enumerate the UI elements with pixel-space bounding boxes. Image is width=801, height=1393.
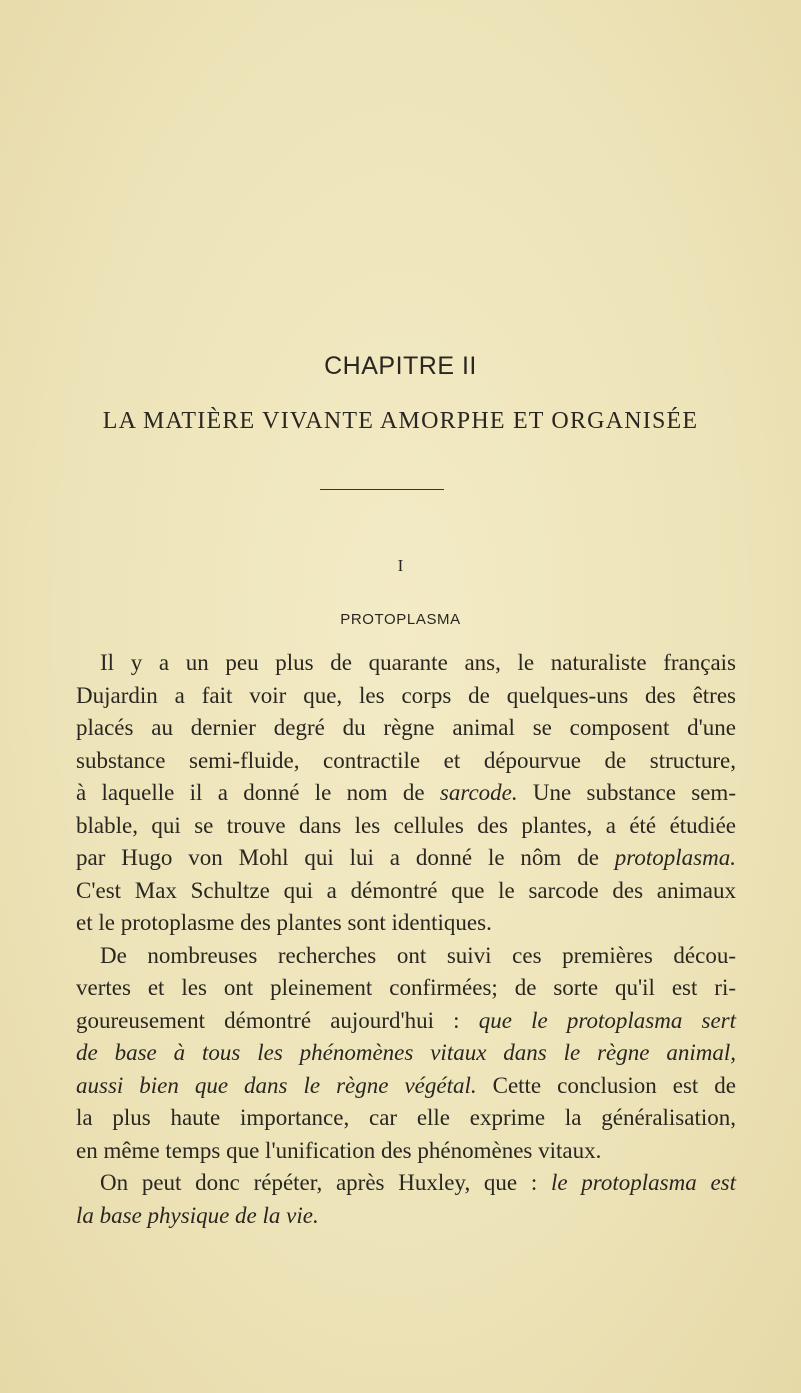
italic-statement: aussi bien que dans le règne végétal. [76, 1072, 477, 1098]
text-segment: par Hugo von Mohl qui lui a donné le nôm de [76, 845, 615, 870]
paragraph-2-line-3 [76, 1005, 736, 1038]
paragraph-2-line-1: De nombreuses recherches ont suivi ces premières décou- [100, 942, 736, 968]
paragraph-2-line-6: la plus haute importance, car elle exprime la généralisation, [76, 1105, 736, 1130]
paragraph-2-line-4: de base à tous les phénomènes vitaux dans le règne animal, [76, 1040, 736, 1065]
paragraph-1-line-2: Dujardin a fait voir que, les corps de quelques-uns des êtres [76, 682, 736, 708]
chapter-title: CHAPITRE II [324, 352, 477, 380]
section-title: PROTOPLASMA [340, 611, 461, 628]
paragraph-1-line-9: et le protoplasme des plantes sont identiques. [76, 910, 492, 935]
paragraph-1-line-5 [76, 777, 736, 810]
text-segment: On peut donc répéter, après Huxley, que : [100, 1170, 551, 1195]
text-segment: Cette conclusion est de [476, 1072, 737, 1098]
paragraph-3-line-1 [76, 1167, 736, 1200]
text-segment: à laquelle il a donné le nom de [76, 780, 440, 805]
text-segment: goureusement démontré aujourd'hui : [76, 1007, 479, 1033]
paragraph-2-line-7: en même temps que l'unification des phénomènes vitaux. [76, 1137, 602, 1163]
paragraph-2-line-2: vertes et les ont pleinement confirmées; de sorte qu'il est ri- [76, 975, 736, 1000]
chapter-subtitle: LA MATIÈRE VIVANTE AMORPHE ET ORGANISÉE [102, 408, 699, 434]
paragraph-1-line-6: blable, qui se trouve dans les cellules des plantes, a été étudiée [76, 812, 736, 838]
paragraph-1-line-3: placés au dernier degré du règne animal se composent d'une [76, 715, 736, 740]
paragraph-1-line-7 [76, 842, 736, 875]
body-text [76, 647, 736, 1232]
italic-statement: que le protoplasma sert [478, 1007, 736, 1033]
section-divider [320, 489, 444, 490]
paragraph-1-line-8: C'est Max Schultze qui a démontré que le sarcode des animaux [76, 877, 736, 903]
paragraph-1-line-4: substance semi-fluide, contractile et dépourvue de structure, [76, 747, 736, 773]
italic-statement: le protoplasma est [550, 1170, 737, 1195]
italic-term-sarcode: sarcode. [439, 780, 518, 805]
paragraph-3-line-2: la base physique de la vie. [76, 1202, 319, 1228]
paragraph-1-line-1: Il y a un peu plus de quarante ans, le naturaliste français [100, 650, 736, 675]
text-segment: Une substance sem- [517, 780, 736, 805]
italic-term-protoplasma: protoplasma. [614, 845, 736, 870]
paragraph-2-line-5 [76, 1070, 736, 1103]
section-number: I [397, 556, 404, 575]
